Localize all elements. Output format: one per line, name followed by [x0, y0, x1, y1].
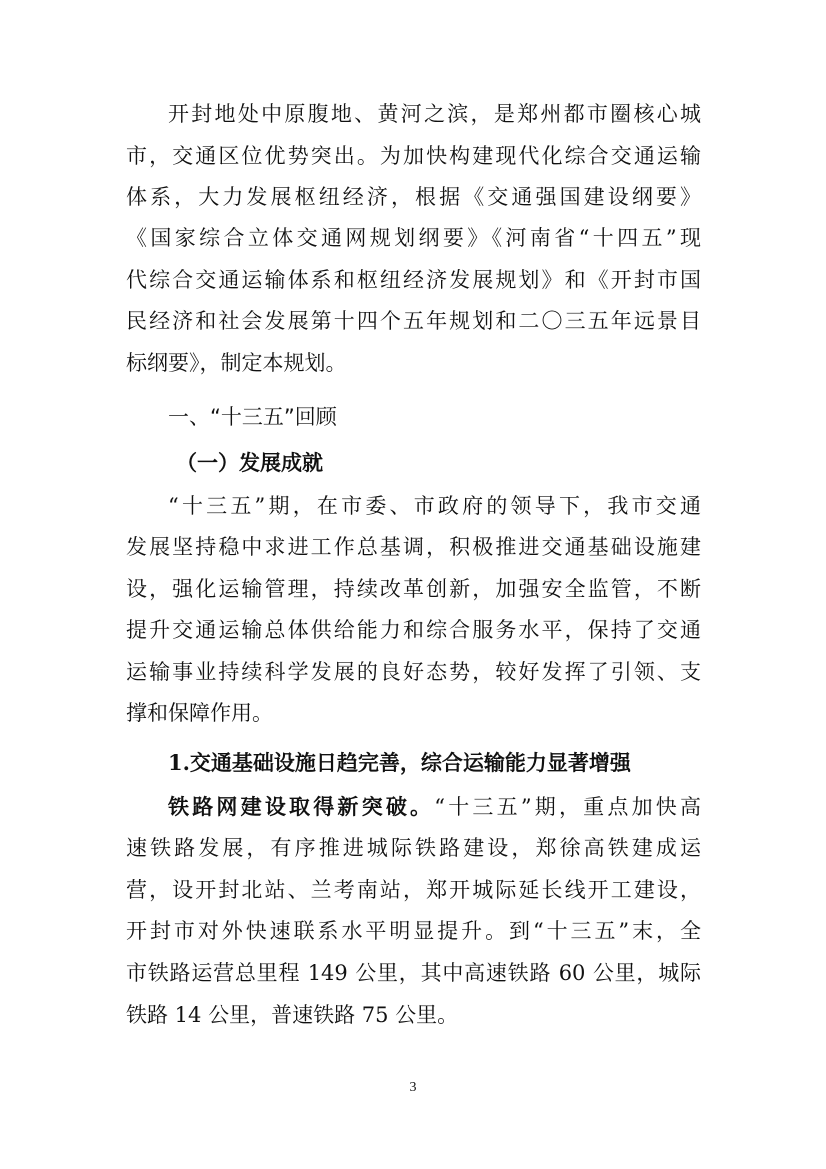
intro-line-1: 开封地处中原腹地、黄河之滨，是郑州都市圈核心城 — [168, 102, 701, 126]
intro-line-3: 体系，大力发展枢纽经济，根据《交通强国建设纲要》 — [126, 185, 701, 209]
railway-lead: 铁路网建设取得新突破。 — [168, 794, 435, 819]
railway-line-4: 开封市对外快速联系水平明显提升。到“十三五”末，全 — [126, 919, 701, 943]
railway-line-5: 市铁路运营总里程 149 公里，其中高速铁路 60 公里，城际 — [126, 961, 701, 985]
railway-line-6: 铁路 14 公里，普速铁路 75 公里。 — [126, 1003, 459, 1027]
achievements-line-1: “十三五”期，在市委、市政府的领导下，我市交通 — [168, 494, 701, 518]
intro-line-4: 《国家综合立体交通网规划纲要》《河南省“十四五”现 — [126, 226, 701, 250]
railway-line-1 — [168, 792, 701, 821]
page-number: 3 — [409, 1080, 417, 1095]
intro-line-5: 代综合交通运输体系和枢纽经济发展规划》和《开封市国 — [126, 268, 701, 292]
intro-line-7: 标纲要》，制定本规划。 — [126, 351, 347, 375]
subsection-heading: （一）发展成就 — [176, 450, 323, 475]
item-heading: 1.交通基础设施日趋完善，综合运输能力显著增强 — [168, 750, 631, 775]
railway-line-3: 营，设开封北站、兰考南站，郑开城际延长线开工建设， — [126, 878, 701, 902]
achievements-line-3: 设，强化运输管理，持续改革创新，加强安全监管，不断 — [126, 577, 701, 601]
intro-line-2: 市，交通区位优势突出。为加快构建现代化综合交通运输 — [126, 144, 701, 168]
section-heading: 一、“十三五”回顾 — [168, 405, 337, 429]
railway-first-rest: “十三五”期，重点加快高 — [434, 795, 701, 819]
railway-line-2: 速铁路发展，有序推进城际铁路建设，郑徐高铁建成运 — [126, 836, 701, 860]
intro-line-6: 民经济和社会发展第十四个五年规划和二〇三五年远景目 — [126, 309, 701, 333]
achievements-line-4: 提升交通运输总体供给能力和综合服务水平，保持了交通 — [126, 618, 701, 642]
achievements-line-5: 运输事业持续科学发展的良好态势，较好发挥了引领、支 — [126, 660, 701, 684]
achievements-line-2: 发展坚持稳中求进工作总基调，积极推进交通基础设施建 — [126, 535, 701, 559]
achievements-line-6: 撑和保障作用。 — [126, 701, 273, 725]
